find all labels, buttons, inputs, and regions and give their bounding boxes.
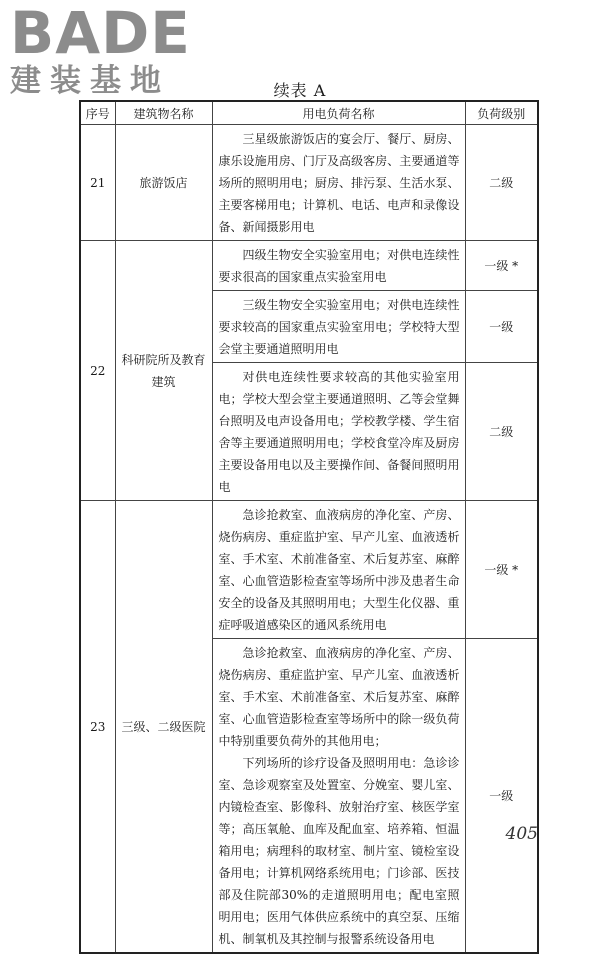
row-seq: 23 (80, 501, 115, 954)
load-level: 二级 (465, 125, 538, 241)
row-seq: 22 (80, 241, 115, 501)
page-number: 405 (505, 824, 538, 844)
load-description (212, 501, 465, 639)
header-level: 负荷级别 (465, 101, 538, 125)
building-name: 旅游饭店 (115, 125, 212, 241)
building-name: 科研院所及教育建筑 (115, 241, 212, 501)
load-text: 急诊抢救室、血液病房的净化室、产房、烧伤病房、重症监护室、早产儿室、血液透析室、手术室、术前准备室、术后复苏室、麻醉室、心血管造影检查室等场所中的除一级负荷中特别重要负荷外的其他用电； (218, 646, 460, 748)
load-level: 一级 (465, 291, 538, 363)
header-row (80, 101, 538, 125)
load-description (212, 639, 465, 954)
load-text-continued: 下列场所的诊疗设备及照明用电：急诊诊室、急诊观察室及处置室、分娩室、婴儿室、内镜检查室、影像科、放射治疗室、核医学室等；高压氧舱、血库及配血室、培养箱、恒温箱用电；病理科的取材室、制片室、镜检室设备用电；计算机网络系统用电；门诊部、医技部及住院部30%的走道照明用电；配电室照明用电；医用气体供应系统中的真空泵、压缩机、制氧机及其控制与报警系统设备用电 (218, 756, 460, 946)
load-text: 四级生物安全实验室用电；对供电连续性要求很高的国家重点实验室用电 (218, 248, 460, 284)
header-load: 用电负荷名称 (212, 101, 465, 125)
load-description (212, 363, 465, 501)
load-classification-table (79, 100, 539, 954)
table-title: 续表 A (273, 81, 327, 100)
load-description (212, 125, 465, 241)
header-seq: 序号 (80, 101, 115, 125)
load-level: 一级 * (465, 241, 538, 291)
load-level: 一级 * (465, 501, 538, 639)
building-name: 三级、二级医院 (115, 501, 212, 954)
load-text: 三级生物安全实验室用电；对供电连续性要求较高的国家重点实验室用电；学校特大型会堂主要通道照明用电 (218, 298, 460, 356)
table-row (80, 125, 538, 241)
load-text: 对供电连续性要求较高的其他实验室用电；学校大型会堂主要通道照明、乙等会堂舞台照明及电声设备用电；学校教学楼、学生宿舍等主要通道照明用电；学校食堂冷库及厨房主要设备用电以及主要操作间、备餐间照明用电 (218, 370, 460, 494)
load-text: 急诊抢救室、血液病房的净化室、产房、烧伤病房、重症监护室、早产儿室、血液透析室、手术室、术前准备室、术后复苏室、麻醉室、心血管造影检查室等场所中涉及患者生命安全的设备及其照明用电；大型生化仪器、重症呼吸道感染区的通风系统用电 (218, 508, 460, 632)
row-seq: 21 (80, 125, 115, 241)
load-text: 三星级旅游饭店的宴会厅、餐厅、厨房、康乐设施用房、门厅及高级客房、主要通道等场所的照明用电；厨房、排污泵、生活水泵、主要客梯用电；计算机、电话、电声和录像设备、新闻摄影用电 (218, 132, 460, 234)
header-building: 建筑物名称 (115, 101, 212, 125)
logo-wordmark: BADE (10, 0, 191, 67)
load-level: 一级 (465, 639, 538, 954)
logo-subtitle: 建装基地 (10, 63, 170, 99)
load-description (212, 291, 465, 363)
table-row (80, 501, 538, 639)
load-level: 二级 (465, 363, 538, 501)
table-row (80, 241, 538, 291)
load-description (212, 241, 465, 291)
